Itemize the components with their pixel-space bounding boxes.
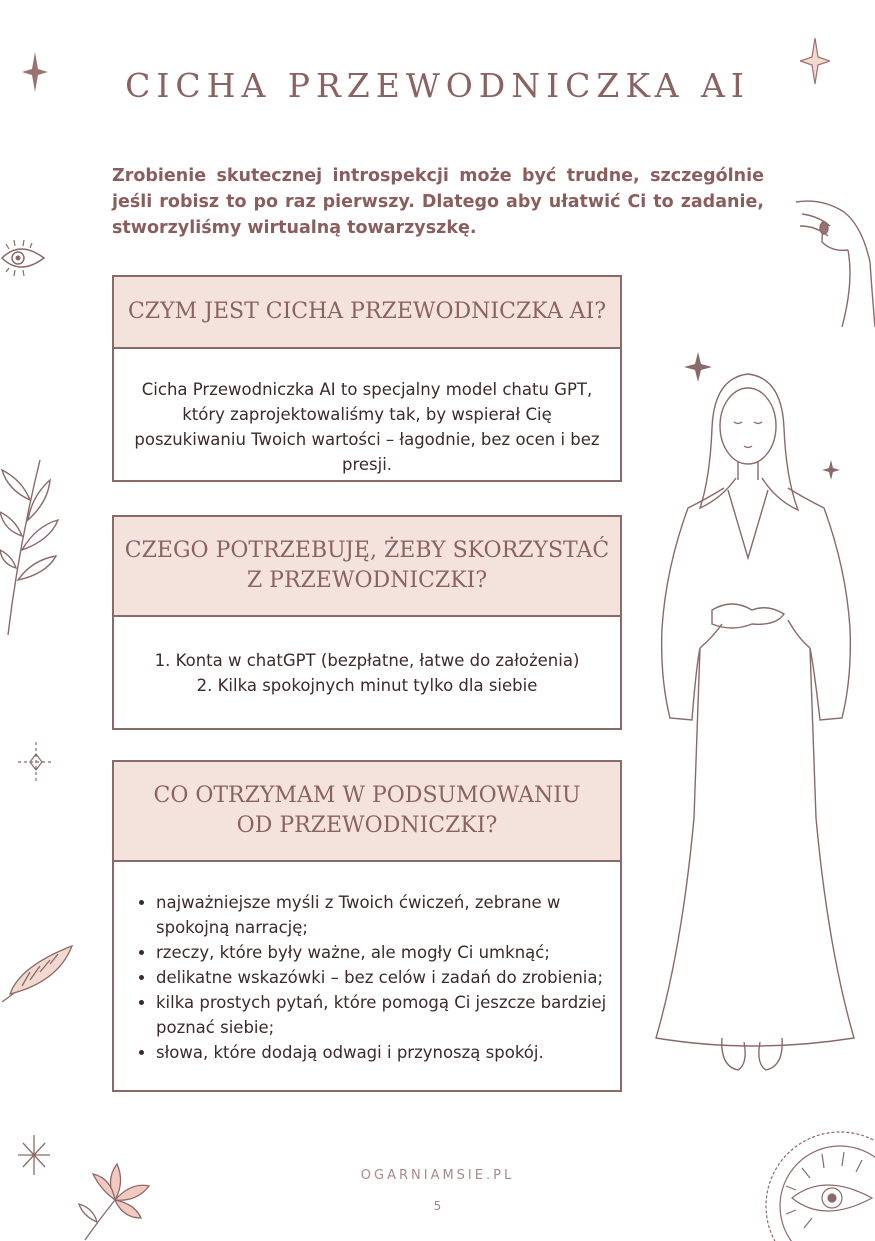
intro-paragraph: Zrobienie skutecznej introspekcji może być trudne, szczególnie jeśli robisz to po raz pierwszy. Dlatego aby ułatwić Ci to zadanie, stworzyliśmy wirtualną towarzyszkę. <box>112 166 764 238</box>
card-heading <box>114 762 620 862</box>
card-heading-line: Z PRZEWODNICZKI? <box>246 568 488 593</box>
flower-icon <box>75 1160 155 1241</box>
card-heading-line: OD PRZEWODNICZKI? <box>236 813 498 838</box>
info-card-requirements <box>112 515 622 730</box>
sparkle-icon <box>22 52 48 92</box>
list-item: • delikatne wskazówki – bez celów i zadań do zrobienia; <box>156 965 610 990</box>
card-body <box>114 862 620 1065</box>
card-heading-line: CO OTRZYMAM W PODSUMOWANIU <box>153 783 581 808</box>
page-number: 5 <box>433 1199 442 1213</box>
star-icon <box>18 1135 50 1175</box>
card-heading <box>114 277 620 349</box>
card-heading <box>114 517 620 617</box>
page-title: CICHA PRZEWODNICZKA AI <box>125 66 750 105</box>
list-item: 1. Konta w chatGPT (bezpłatne, łatwe do założenia) <box>154 651 580 670</box>
woman-illustration <box>652 348 862 1078</box>
eye-icon <box>0 232 48 284</box>
list-item: • kilka prostych pytań, które pomogą Ci jeszcze bardziej poznać siebie; <box>156 990 610 1040</box>
star-diamond-icon <box>18 742 54 782</box>
card-body: Cicha Przewodniczka AI to specjalny model chatu GPT, który zaprojektowaliśmy tak, by wspierał Cię poszukiwaniu Twoich wartości – łagodnie, bez ocen i bez presji. <box>134 380 600 474</box>
sun-eye-icon <box>762 1128 875 1241</box>
list-item: 2. Kilka spokojnych minut tylko dla siebie <box>196 676 538 695</box>
card-heading-line: CZEGO POTRZEBUJĘ, ŻEBY SKORZYSTAĆ <box>124 538 610 563</box>
list-item: • rzeczy, które były ważne, ale mogły Ci umknąć; <box>156 940 610 965</box>
sparkle-icon <box>800 38 830 84</box>
info-card-summary <box>112 760 622 1092</box>
hand-icon <box>792 192 875 332</box>
bullet-list <box>134 890 610 1065</box>
feather-icon <box>0 942 76 1006</box>
list-item: • słowa, które dodają odwagi i przynoszą spokój. <box>156 1040 610 1065</box>
list-item: • najważniejsze myśli z Twoich ćwiczeń, zebrane w spokojną narrację; <box>156 890 610 940</box>
info-card-what-is <box>112 275 622 482</box>
footer-website: OGARNIAMSIE.PL <box>360 1168 515 1183</box>
leaf-branch-icon <box>0 440 62 640</box>
card-body <box>114 617 620 698</box>
card-heading-text: CZYM JEST CICHA PRZEWODNICZKA AI? <box>127 299 607 324</box>
